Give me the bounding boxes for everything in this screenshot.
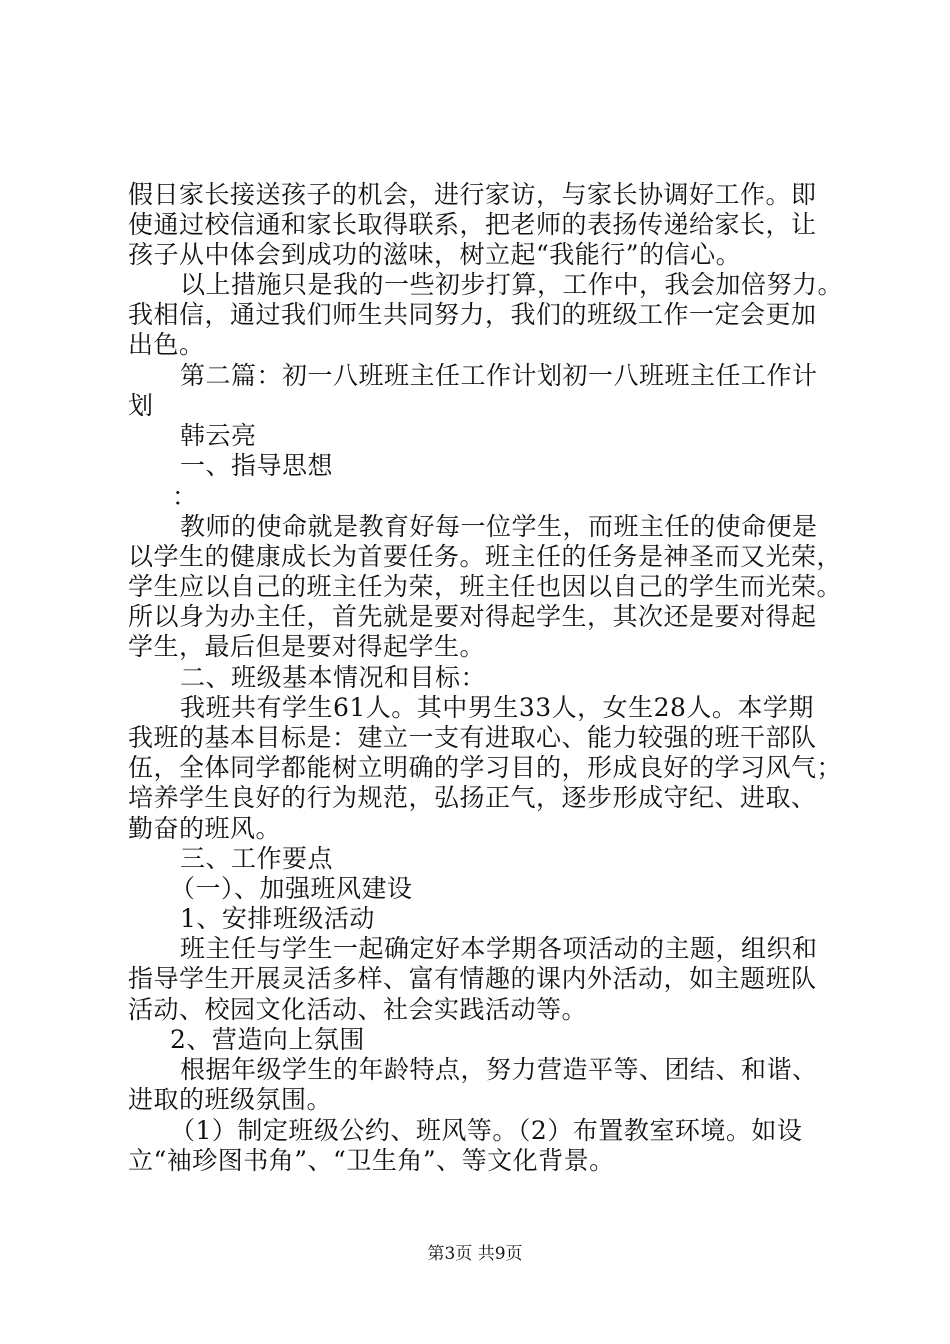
author-name: 韩云亮 xyxy=(180,421,257,450)
text-line: 所以身为办主任，首先就是要对得起学生，其次还是要对得起 xyxy=(128,602,817,631)
text-line: 孩子从中体会到成功的滋味，树立起“我能行”的信心。 xyxy=(128,240,742,269)
subheading: 三、工作要点 xyxy=(180,844,334,873)
text-line: 学生，最后但是要对得起学生。 xyxy=(128,632,486,661)
subheading: 1、安排班级活动 xyxy=(180,904,375,933)
text-line: 以上措施只是我的一些初步打算，工作中，我会加倍努力。 xyxy=(180,270,844,299)
subheading: （一）、加强班风建设 xyxy=(170,874,413,903)
text-line: （1）制定班级公约、班风等。（2）布置教室环境。如设 xyxy=(170,1116,803,1145)
text-line: 假日家长接送孩子的机会，进行家访，与家长协调好工作。即 xyxy=(128,180,817,209)
text-line: 伍，全体同学都能树立明确的学习目的，形成良好的学习风气； xyxy=(128,753,843,782)
text-line: 班主任与学生一起确定好本学期各项活动的主题，组织和 xyxy=(180,934,818,963)
text-line: ： xyxy=(172,482,198,511)
text-line: 活动、校园文化活动、社会实践活动等。 xyxy=(128,995,588,1024)
text-line: 勤奋的班风。 xyxy=(128,814,282,843)
text-line: 进取的班级氛围。 xyxy=(128,1085,333,1114)
text-line: 指导学生开展灵活多样、富有情趣的课内外活动，如主题班队 xyxy=(128,964,817,993)
subheading: 二、班级基本情况和目标： xyxy=(180,663,487,692)
text-line: 根据年级学生的年龄特点，努力营造平等、团结、和谐、 xyxy=(180,1055,818,1084)
subheading: 2、营造向上氛围 xyxy=(170,1025,365,1054)
section-heading: 第二篇：初一八班班主任工作计划初一八班班主任工作计 xyxy=(180,361,818,390)
text-line: 我班共有学生61人。其中男生33人，女生28人。本学期 xyxy=(180,693,814,722)
subheading: 一、指导思想 xyxy=(180,451,334,480)
text-line: 培养学生良好的行为规范，弘扬正气，逐步形成守纪、进取、 xyxy=(128,783,817,812)
text-line: 我班的基本目标是：建立一支有进取心、能力较强的班干部队 xyxy=(128,723,817,752)
text-line: 立“袖珍图书角”、“卫生角”、等文化背景。 xyxy=(128,1146,615,1175)
text-line: 学生应以自己的班主任为荣，班主任也因以自己的学生而光荣。 xyxy=(128,572,843,601)
page-footer: 第3页 共9页 xyxy=(427,1244,523,1264)
text-line: 我相信，通过我们师生共同努力，我们的班级工作一定会更加 xyxy=(128,300,817,329)
text-line: 出色。 xyxy=(128,330,205,359)
text-line: 使通过校信通和家长取得联系，把老师的表扬传递给家长，让 xyxy=(128,210,817,239)
text-line: 以学生的健康成长为首要任务。班主任的任务是神圣而又光荣， xyxy=(128,542,843,571)
text-line: 教师的使命就是教育好每一位学生，而班主任的使命便是 xyxy=(180,512,818,541)
section-heading: 划 xyxy=(128,391,154,420)
